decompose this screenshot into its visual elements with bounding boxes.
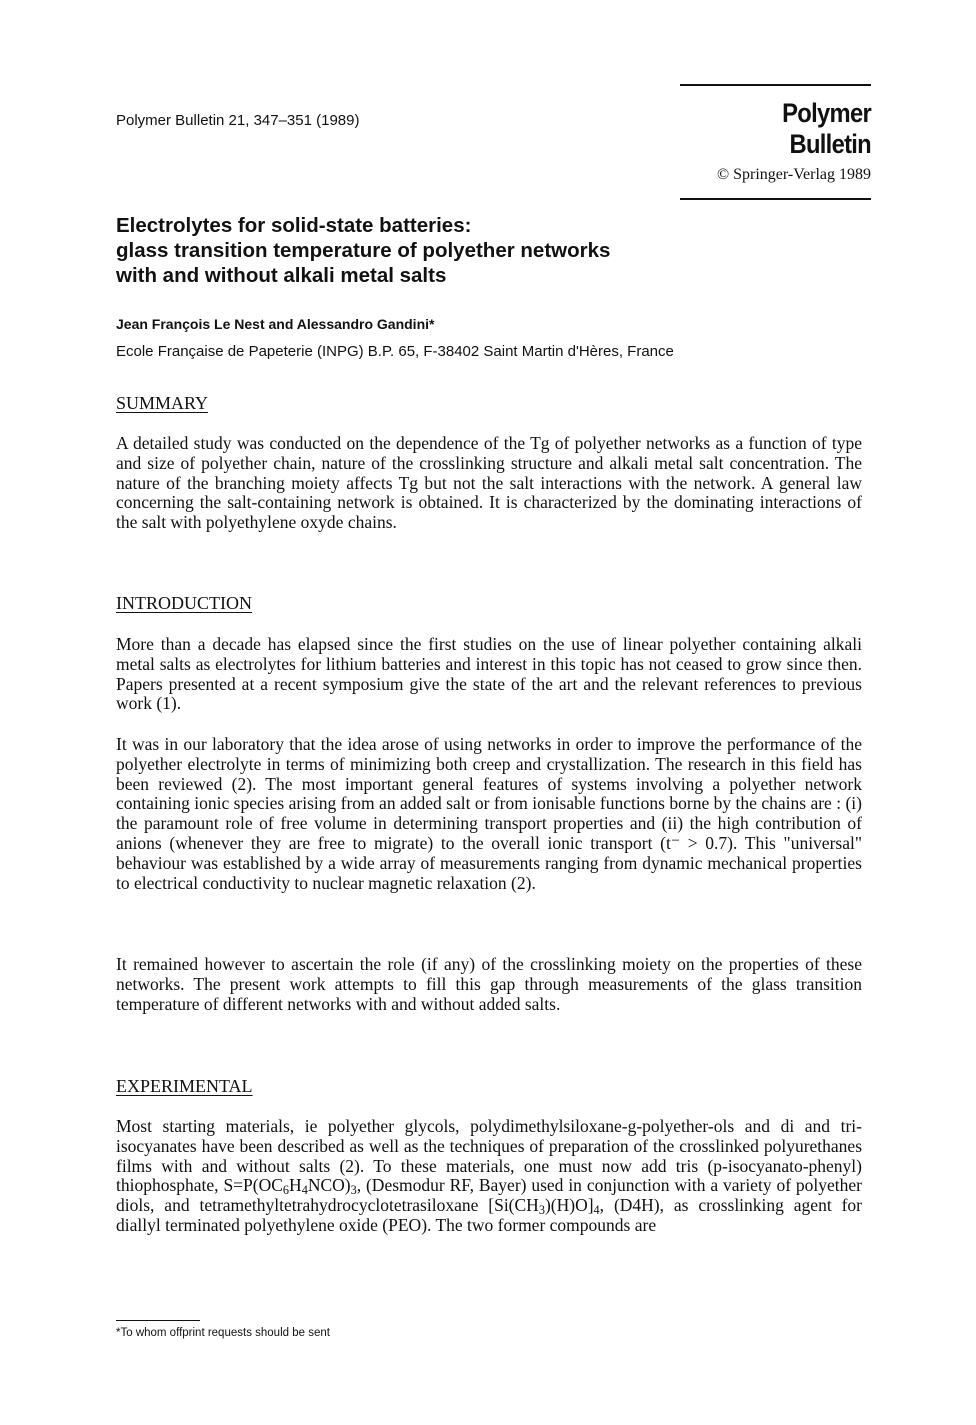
affiliation: Ecole Française de Papeterie (INPG) B.P. 65, F-38402 Saint Martin d'Hères, France [116,343,674,360]
introduction-paragraph-2: It was in our laboratory that the idea arose of using networks in order to improve the performance of the polyether electrolyte in terms of minimizing both creep and crystallization. The research in this field has been reviewed (2). The most important general features of systems involving a polyether network containing ionic species arising from an added salt or from ionisable functions borne by the chains are : (i) the paramount role of free volume in determining transport properties and (ii) the high contribution of anions (whenever they are free to migrate) to the overall ionic transport (t⁻ > 0.7). This "universal" behaviour was established by a wide array of measurements ranging from dynamic mechanical properties to electrical conductivity to nuclear magnetic relaxation (2). [116,734,862,893]
title-line-1: Electrolytes for solid-state batteries: [116,214,472,237]
footnote: *To whom offprint requests should be sent [116,1327,330,1339]
brand-top-rule [680,84,871,86]
footnote-rule [116,1320,200,1321]
authors: Jean François Le Nest and Alessandro Gandini* [116,316,435,332]
brand-bottom-rule [680,198,871,200]
title-line-2: glass transition temperature of polyether networks [116,239,611,262]
introduction-heading: INTRODUCTION [116,593,252,613]
introduction-paragraph-1: More than a decade has elapsed since the first studies on the use of linear polyether containing alkali metal salts as electrolytes for lithium batteries and interest in this topic has not ceased to grow since then. Papers presented at a recent symposium give the state of the art and the relevant references to previous work (1). [116,634,862,714]
journal-brand [680,84,871,200]
title-line-3: with and without alkali metal salts [116,264,447,287]
experimental-paragraph-1: Most starting materials, ie polyether glycols, polydimethylsiloxane-g-polyether-ols and di and tri-isocyanates have been described as well as the techniques of preparation of the crosslinked polyurethanes films with and without salts (2). To these materials, one must now add tris (p-isocyanato-phenyl) thiophosphate, $S=P(OC_6H_4NCO)_3$, (Desmodur RF, Bayer) used in conjunction with a variety of polyether diols, and tetramethyltetrahydrocyclotetrasiloxane $[Si(CH_3)(H)O]_4$, (D4H), as crosslinking agent for diallyl terminated polyethylene oxide (PEO). The two former compounds are [116,1116,862,1235]
summary-text: A detailed study was conducted on the dependence of the Tg of polyether networks as a function of type and size of polyether chain, nature of the crosslinking structure and alkali metal salt concentration. The nature of the branching moiety affects Tg but not the salt interactions with the network. A general law concerning the salt-containing network is obtained. It is characterized by the dominating interactions of the salt with polyethylene oxyde chains. [116,433,862,533]
journal-citation: Polymer Bulletin 21, 347–351 (1989) [116,112,360,129]
paper-title [116,213,876,288]
introduction-paragraph-3: It remained however to ascertain the role (if any) of the crosslinking moiety on the properties of these networks. The present work attempts to fill this gap through measurements of the glass transition temperature of different networks with and without added salts. [116,954,862,1014]
journal-name: Polymer Bulletin [782,98,871,159]
experimental-heading: EXPERIMENTAL [116,1076,253,1096]
copyright-notice: © Springer-Verlag 1989 [716,166,871,183]
summary-heading: SUMMARY [116,393,209,413]
